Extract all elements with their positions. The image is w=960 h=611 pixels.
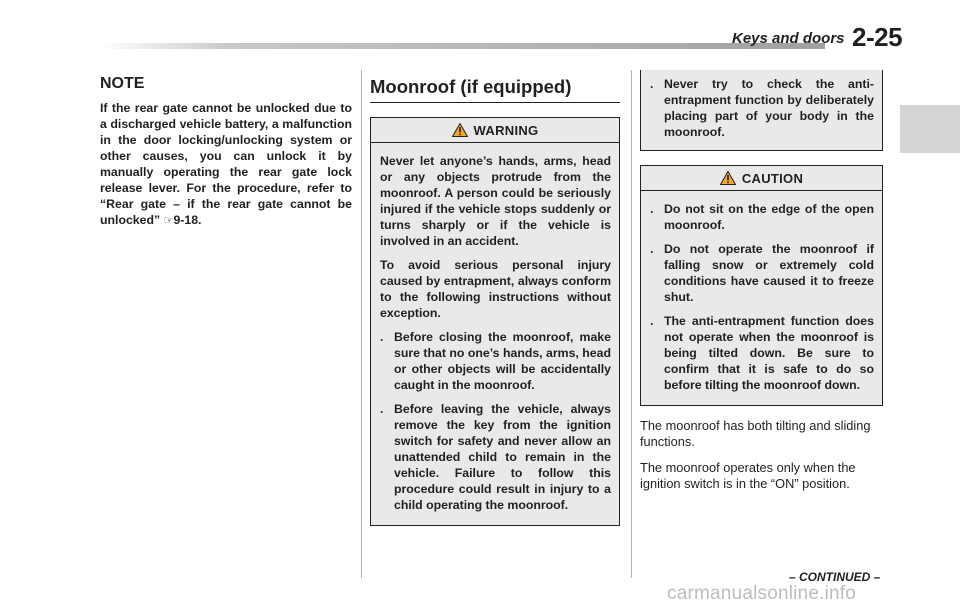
bullet-mark: . [650,77,654,91]
header-rule [100,43,825,49]
chapter-tab [900,105,960,153]
body-paragraph: The moonroof has both tilting and sliding functions. [640,418,871,449]
bullet-mark: . [380,402,384,416]
moonroof-continued-column [640,70,883,492]
watermark: carmanualsonline.info [667,583,857,604]
caution-label: CAUTION [741,170,804,186]
warning-box-continued [640,70,883,151]
note-title: NOTE [100,75,145,92]
bullet-text: Do not sit on the edge of the open moonroof. [664,202,874,232]
warning-paragraph: To avoid serious personal injury caused by entrapment, always conform to the following instructions without exception. [380,258,611,320]
caution-bullet [650,201,874,233]
moonroof-column [370,70,620,526]
caution-body [641,191,882,405]
bullet-text: Before closing the moonroof, make sure that no one’s hands, arms, head or other objects will be accidentally caught in the moonroof. [394,330,611,392]
bullet-text: Never try to check the anti-entrapment function by deliberately placing part of your body in the moonroof. [664,77,874,139]
warning-bullet [380,401,611,513]
warning-box [370,117,620,526]
moonroof-title: Moonroof (if equipped) [370,76,572,97]
warning-label: WARNING [473,122,539,138]
continued-label: – CONTINUED – [789,570,881,584]
warning-triangle-icon [452,123,468,137]
bullet-text: Do not operate the moonroof if falling snow or extremely cold conditions have caused it to freeze shut. [664,242,874,304]
bullet-text: Before leaving the vehicle, always remove the key from the ignition switch for safety and never allow an unattended child to remain in the vehicle. Failure to follow this procedure could result in injury to a child operating the moonroof. [394,402,611,512]
note-column [100,70,352,229]
bullet-mark: . [380,330,384,344]
column-divider [361,70,362,578]
warning-bullet [650,76,874,140]
note-text: If the rear gate cannot be unlocked due to a discharged vehicle battery, a malfunction in the door locking/unlocking system or other causes, you can unlock it by manually operating the rear gate lock release lever. For the procedure, refer to “Rear gate – if the rear gate cannot be unlocked” [100,101,352,227]
warning-header [371,118,619,143]
pointing-hand-icon: ☞ [163,215,174,227]
warning-triangle-icon [720,171,736,185]
bullet-text: The anti-entrapment function does not operate when the moonroof is being tilted down. Be sure to confirm that it is safe to do so before tilting the moonroof down. [664,314,874,392]
bullet-mark: . [650,314,654,328]
warning-body [371,143,619,525]
body-paragraph: The moonroof operates only when the ignition switch is in the “ON” position. [640,460,856,491]
bullet-mark: . [650,202,654,216]
bullet-mark: . [650,242,654,256]
warning-paragraph: Never let anyone’s hands, arms, head or any objects protrude from the moonroof. A person could be seriously injured if the vehicle stops suddenly or turns sharply or if the vehicle is involved in an accident. [380,154,611,248]
caution-box [640,165,883,406]
column-divider [631,70,632,578]
caution-bullet [650,313,874,393]
caution-header [641,166,882,191]
section-heading: Keys and doors [732,30,845,47]
note-page-reference[interactable]: 9-18. [173,213,202,227]
title-underline [370,102,620,103]
note-body [100,100,352,229]
page-number: 2-25 [852,22,903,52]
warning-continued-body [641,70,882,150]
warning-bullet [380,329,611,393]
caution-bullet [650,241,874,305]
